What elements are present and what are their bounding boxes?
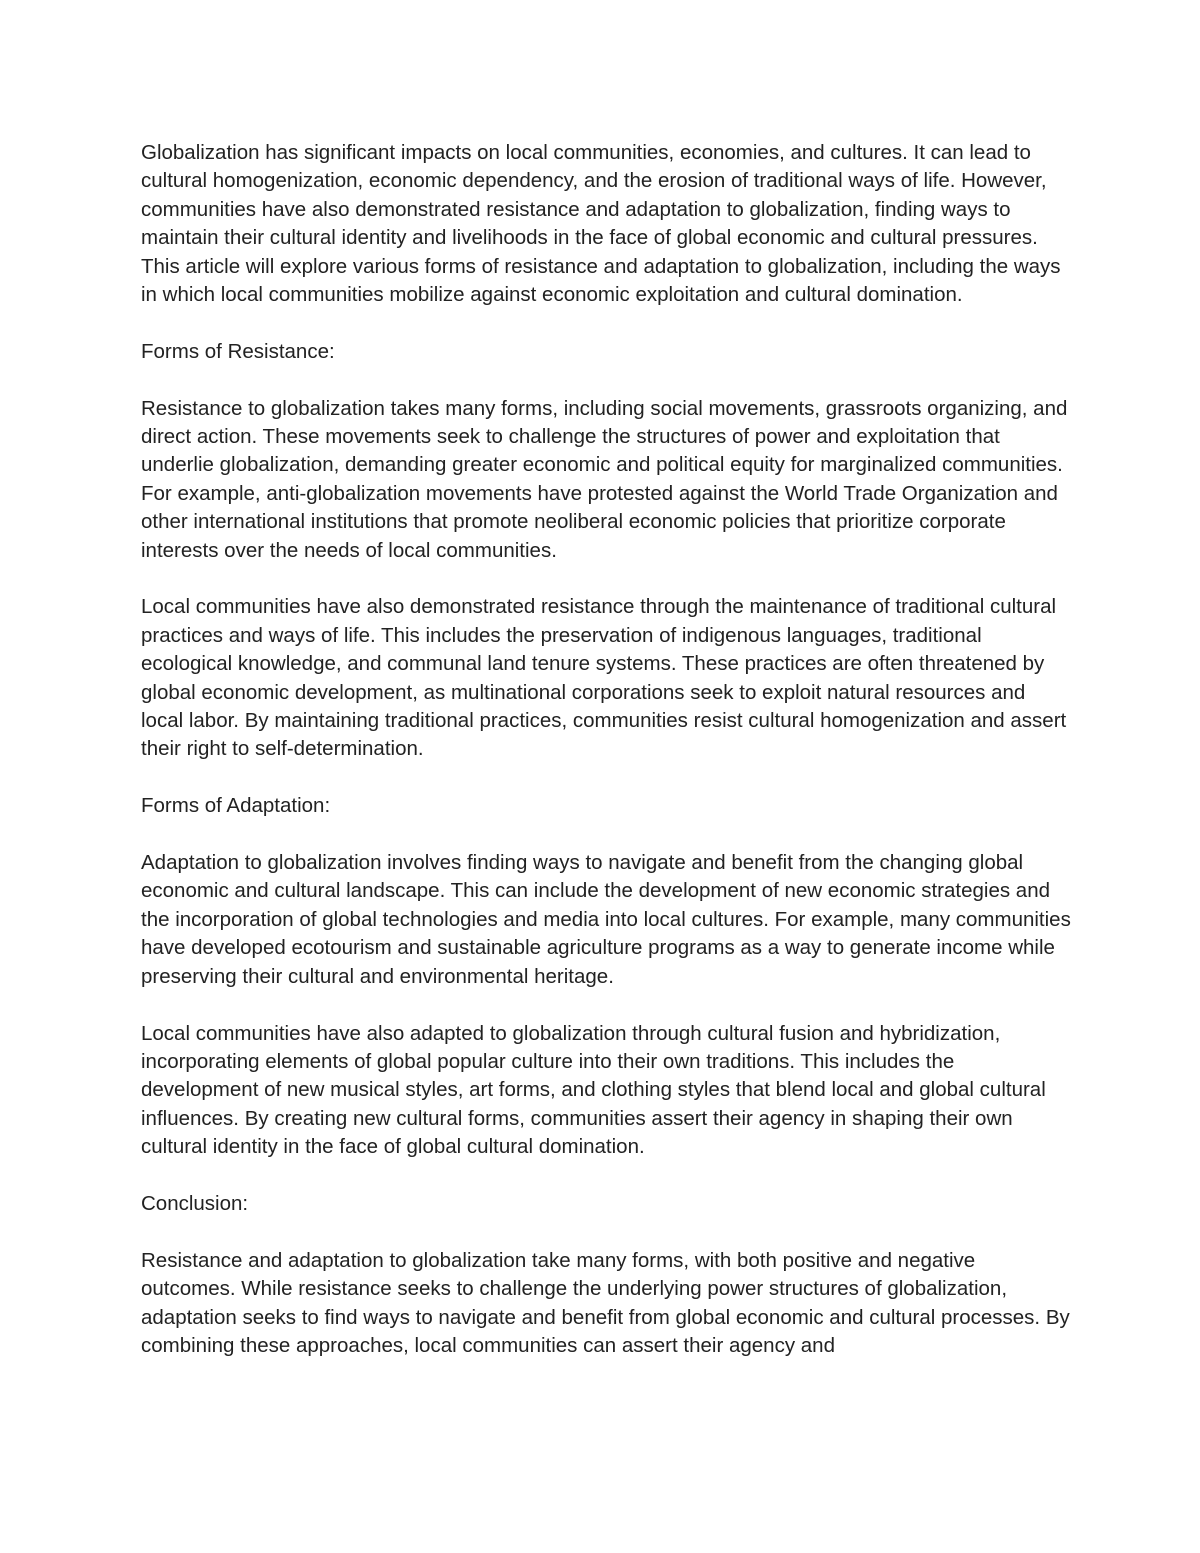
conclusion-paragraph: Resistance and adaptation to globalization take many forms, with both positive and negative outcomes. While resistance seeks to challenge the underlying power structures of globalization, adaptation seeks to find ways to navigate and benefit from global economic and cultural processes. By combining these approaches, local communities can assert their agency and [141, 1248, 1070, 1357]
adaptation-paragraph-1: Adaptation to globalization involves finding ways to navigate and benefit from the changing global economic and cultural landscape. This can include the development of new economic strategies and the incorporation of global technologies and media into local cultures. For example, many communities have developed ecotourism and sustainable agriculture programs as a way to generate income while preserving their cultural and environmental heritage. [141, 851, 1071, 988]
resistance-paragraph-2: Local communities have also demonstrated resistance through the maintenance of traditional cultural practices and ways of life. This includes the preservation of indigenous languages, traditional ecological knowledge, and communal land tenure systems. These practices are often threatened by global economic development, as multinational corporations seek to exploit natural resources and local labor. By maintaining traditional practices, communities resist cultural homogenization and assert their right to self-determination. [141, 595, 1067, 761]
section-heading-resistance: Forms of Resistance: [141, 339, 335, 363]
document-body [141, 139, 1071, 1360]
section-heading-conclusion: Conclusion: [141, 1191, 249, 1215]
intro-paragraph: Globalization has significant impacts on local communities, economies, and cultures. It can lead to cultural homogenization, economic dependency, and the erosion of traditional ways of life. However, communities have also demonstrated resistance and adaptation to globalization, finding ways to maintain their cultural identity and livelihoods in the face of global economic and cultural pressures. This article will explore various forms of resistance and adaptation to globalization, including the ways in which local communities mobilize against economic exploitation and cultural domination. [141, 141, 1061, 307]
adaptation-paragraph-2: Local communities have also adapted to globalization through cultural fusion and hybridization, incorporating elements of global popular culture into their own traditions. This includes the development of new musical styles, art forms, and clothing styles that blend local and global cultural influences. By creating new cultural forms, communities assert their agency in shaping their own cultural identity in the face of global cultural domination. [141, 1021, 1046, 1159]
resistance-paragraph-1: Resistance to globalization takes many forms, including social movements, grassroots organizing, and direct action. These movements seek to challenge the structures of power and exploitation that underlie globalization, demanding greater economic and political equity for marginalized communities. For example, anti-globalization movements have protested against the World Trade Organization and other international institutions that promote neoliberal economic policies that prioritize corporate interests over the needs of local communities. [141, 396, 1068, 562]
section-heading-adaptation: Forms of Adaptation: [141, 794, 331, 818]
